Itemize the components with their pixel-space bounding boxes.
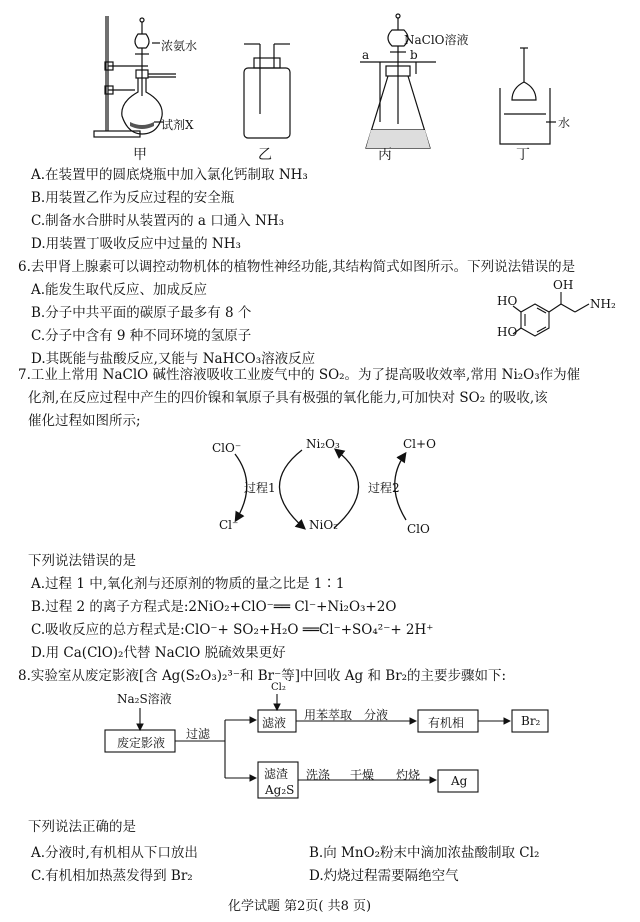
flow-br2: Br₂ (521, 714, 541, 728)
cycle-cl-minus: Cl⁻ (219, 518, 239, 532)
cycle-process-2: 过程2 (368, 481, 400, 495)
cycle-process-1: 过程1 (244, 481, 276, 495)
q7-option-d: D.用 Ca(ClO)₂代替 NaClO 脱硫效果更好 (31, 645, 286, 661)
apparatus-label-jia: 甲 (133, 147, 147, 163)
cycle-cl-o: Cl+O (403, 437, 436, 451)
flow-filtrate: 滤液 (262, 716, 287, 730)
bing-a-label: a (362, 48, 370, 62)
page-footer: 化学试题 第2页( 共8 页) (228, 899, 372, 914)
q6-option-a: A.能发生取代反应、加成反应 (31, 282, 208, 298)
apparatus-figure (80, 4, 580, 164)
apparatus-label-bing: 丙 (378, 147, 392, 163)
flow-residue: 滤渣 (264, 767, 289, 781)
q6-option-d: D.其既能与盐酸反应,又能与 NaHCO₃溶液反应 (31, 351, 316, 367)
q8-stem: 8.实验室从废定影液[含 Ag(S₂O₃)₂³⁻和 Br⁻等]中回收 Ag 和 Br₂的主要步骤如下: (18, 668, 507, 684)
flow-filter: 过滤 (186, 727, 211, 741)
q6-option-c: C.分子中含有 9 种不同环境的氢原子 (31, 328, 252, 344)
bing-naclo-label: NaClO溶液 (404, 33, 469, 47)
q8-option-d: D.灼烧过程需要隔绝空气 (309, 868, 459, 884)
bing-b-label: b (410, 48, 418, 62)
flow-ag2s: Ag₂S (265, 783, 295, 797)
cycle-nio2: NiO₂ (309, 518, 338, 532)
flow-wash: 洗涤 (306, 768, 331, 782)
q6-option-b: B.分子中共平面的碳原子最多有 8 个 (31, 305, 252, 321)
q7-option-b: B.过程 2 的离子方程式是:2NiO₂+ClO⁻══ Cl⁻+Ni₂O₃+2O (31, 599, 397, 615)
flow-extract: 用苯萃取 (304, 708, 353, 722)
cycle-ni2o3: Ni₂O₃ (306, 437, 340, 451)
jia-conc-label: 浓氨水 (161, 39, 198, 53)
q5-option-a: A.在装置甲的圆底烧瓶中加入氯化钙制取 NH₃ (31, 167, 308, 183)
jia-reagent-label: 试剂X (161, 118, 194, 132)
cycle-clo-top-left: ClO⁻ (212, 441, 242, 455)
mol-oh: OH (553, 278, 574, 292)
flow-separate: 分液 (364, 708, 389, 722)
q5-option-b: B.用装置乙作为反应过程的安全瓶 (31, 190, 235, 206)
q7-option-c: C.吸收反应的总方程式是:ClO⁻+ SO₂+H₂O ══Cl⁻+SO₄²⁻+ 2H⁺ (31, 622, 434, 638)
flow-ag: Ag (451, 774, 468, 788)
mol-ho-top: HO (497, 294, 518, 308)
flow-dry: 干燥 (350, 768, 375, 782)
flow-cl2: Cl₂ (271, 682, 286, 693)
q8-option-b: B.向 MnO₂粉末中滴加浓盐酸制取 Cl₂ (309, 845, 540, 861)
q7-option-a: A.过程 1 中,氧化剂与还原剂的物质的量之比是 1∶1 (31, 576, 345, 592)
flow-waste: 废定影液 (117, 736, 166, 750)
q5-option-d: D.用装置丁吸收反应中过量的 NH₃ (31, 236, 241, 252)
mol-ho-bottom: HO (497, 325, 518, 339)
q5-option-c: C.制备水合肼时从装置丙的 a 口通入 NH₃ (31, 213, 285, 229)
mol-nh2: NH₂ (590, 297, 616, 311)
q8-ask: 下列说法正确的是 (28, 819, 136, 835)
q8-option-c: C.有机相加热蒸发得到 Br₂ (31, 868, 193, 884)
q7-stem-3: 催化过程如图所示; (28, 413, 141, 429)
q7-stem-1: 7.工业上常用 NaClO 碱性溶液吸收工业废气中的 SO₂。为了提高吸收效率,常用 Ni₂O₃作为催 (18, 367, 581, 383)
flow-na2s: Na₂S溶液 (117, 692, 172, 706)
flow-burn: 灼烧 (396, 768, 421, 782)
q7-stem-2: 化剂,在反应过程中产生的四价镍和氧原子具有极强的氧化能力,可加快对 SO₂ 的吸收,该 (28, 390, 548, 406)
q7-ask: 下列说法错误的是 (28, 553, 136, 569)
apparatus-label-yi: 乙 (258, 147, 272, 163)
apparatus-label-ding: 丁 (516, 147, 530, 163)
ding-water-label: 水 (558, 116, 571, 130)
q6-stem: 6.去甲肾上腺素可以调控动物机体的植物性神经功能,其结构简式如图所示。下列说法错误的是 (18, 259, 576, 275)
cycle-clo-bottom-right: ClO (407, 522, 430, 536)
q8-option-a: A.分液时,有机相从下口放出 (31, 845, 198, 861)
flow-organic: 有机相 (428, 716, 465, 730)
